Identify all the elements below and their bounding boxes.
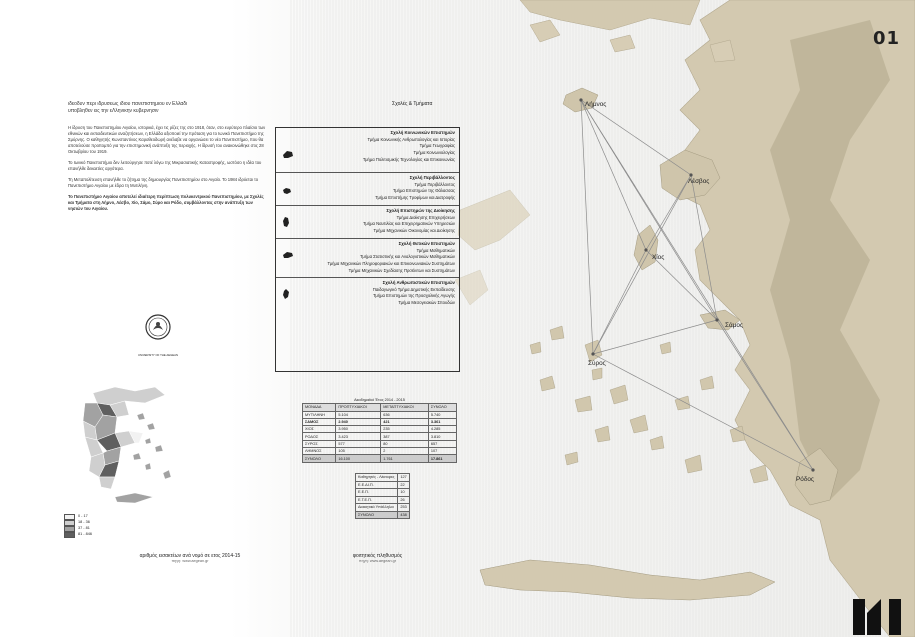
left-caption-source: πηγη: www.aegean.gr [171, 559, 209, 563]
table-row: ΛΗΜΝΟΣ 105 2 107 [303, 448, 457, 455]
intro-paragraph: Το Πανεπιστήμιο Αιγαίου αποτελεί ιδιαίτερη περίπτωση πολυκεντρικού Πανεπιστημίου, με Σχολές και Τμήματα στη Λήμνο, Λέσβο, Χίο, Σάμο, Σύρο και Ρόδο, συμβάλλοντας στην ανάπτυξη των νησιών του Αιγαίου. [68, 194, 264, 211]
chios-icon [282, 216, 290, 228]
rhodes-icon [282, 288, 290, 300]
intro-heading-line2: υποβληθεν εις την εΛληνικην κυβερνησιν [68, 108, 159, 114]
right-caption [330, 553, 425, 563]
university-logo [138, 312, 182, 357]
school-block: Σχολή Κοινωνικών Επιστημών Τμήμα Κοινωνικής Ανθρωπολογίας και Ιστορίας Τμήμα Γεωγραφίας Τμήμα Κοινωνιολογίας Τμήμα Πολιτισμικής Τεχνολογίας και Επικοινωνίας [276, 128, 459, 173]
lesvos-icon [282, 150, 294, 159]
table-row: Καθηγητές - Λέκτορες 127 [356, 474, 410, 482]
city-label-lesvos: Λέσβος [688, 178, 710, 185]
school-block: Σχολή Θετικών Επιστημών Τμήμα Μαθηματικών Τμήμα Στατιστικής και Αναλογιστικών Μαθηματικών Τμήμα Μηχανικών Πληροφοριακών και Επικοινωνιακών Συστημάτων Τμήμα Μηχανικών Σχεδίασης Προϊόντων και Συστημάτων [276, 239, 459, 278]
greece-choropleth-map [55, 385, 185, 510]
intro-heading-line1: ιδεοδυν περι ιδρυσεως ιδιου πανεπιστημιου εν Ελλαδι [68, 101, 188, 107]
left-caption-title: αριθμός εισακτέων ανά νομό σε ετος 2014-15 [139, 553, 241, 559]
right-caption-title: φοιτητικός πληθυσμός [352, 553, 403, 559]
table-header: ΣΥΝΟΛΟ [428, 404, 456, 411]
city-label-chios: Χίος [652, 254, 665, 261]
page-number: 01 [873, 28, 901, 49]
legend-item: 37 - 81 [64, 526, 92, 532]
city-label-syros: Σύρος [588, 360, 606, 367]
legend-item: 81 - 846 [64, 532, 92, 538]
table-row: ΧΙΟΣ 3.950 235 4.285 [303, 426, 457, 433]
table-row: ΡΟΔΟΣ 3.423 387 3.810 [303, 433, 457, 440]
table-header: ΠΡΟΠΤΥΧΙΑΚΟΙ [336, 404, 381, 411]
table-row: ΣΥΝΟΛΟ 438 [356, 511, 410, 519]
school-block: Σχολή Ανθρωπιστικών Επιστημών Παιδαγωγικό Τμήμα Δημοτικής Εκπαίδευσης Τμήμα Επιστημών της Προσχολικής Αγωγής Τμήμα Μεσογειακών Σπουδών [276, 278, 459, 316]
table-row: Διοικητικό Υπάλληλοι 253 [356, 504, 410, 512]
map-legend [64, 514, 92, 538]
intro-paragraph: Η ίδρυση του Πανεπιστημίου Αιγαίου, ιστορικά, έχει τις ρίζες της στο 1918, όταν, στο ευρύτερο πλαίσιο των εθνικών και εκπαιδευτικών αναζητήσεων, η Ελλάδα αξιοποιεί την πρόταση για το Ιωνικό Πανεπιστήμιο της Σμύρνης. Ο καθηγητής Κωνσταντίνος Καραθεοδωρή ανέλαβε να οργανώσει το νέο Πανεπιστήμιο, που θα αποτελούσε προπομπό για την επιστημονική ανάπτυξη της περιοχής. Η ίδρυσή του ανακοινώθηκε στις 28 Οκτωβρίου του 1919. [68, 125, 266, 154]
student-population-table [302, 397, 457, 463]
corner-bars-graphic [853, 599, 909, 635]
legend-item: 0 - 17 [64, 514, 92, 520]
table-row: ΣΥΡΟΣ 577 80 657 [303, 440, 457, 447]
university-seal-icon [142, 312, 174, 348]
intro-paragraph: Το Ιωνικό Πανεπιστήμιο δεν λειτούργησε ποτέ λόγω της Μικρασιατικής Καταστροφής, ωστόσο η ιδέα του επανήλθε δεκαετίες αργότερα. [68, 160, 262, 171]
intro-text [68, 101, 266, 217]
right-caption-source: πηγη: www.aegean.gr [358, 559, 397, 563]
table-caption: Ακαδημαϊκό Έτος 2014 - 2015 [354, 398, 405, 403]
table-row: Ε.Ε.ΔΙ.Π. 22 [356, 481, 410, 489]
table-header: ΜΕΤΑΠΤΥΧΙΑΚΟΙ [381, 404, 429, 411]
intro-paragraph: Τη Μεταπολίτευση επανήλθε το ζήτημα της δημιουργίας Πανεπιστημίου στο Αιγαίο. Το 1984 ιδρύεται το Πανεπιστήμιο Αιγαίου με έδρα τη Μυτιλήνη. [68, 177, 259, 188]
city-label-samos: Σάμος [725, 322, 743, 329]
schools-title: Σχολές & Τμήματα [392, 101, 433, 107]
city-label-limnos: Λήμνος [585, 101, 607, 108]
table-row: Ε.Ε.Π. 10 [356, 489, 410, 497]
table-row: ΜΥΤΙΛΗΝΗ 5.104 636 5.740 [303, 411, 457, 418]
table-row: ΣΥΝΟΛΟ 16.100 1.761 17.861 [303, 455, 457, 462]
table-row: ΣΑΜΟΣ 2.940 421 3.361 [303, 418, 457, 425]
left-caption [120, 553, 260, 563]
city-label-rodos: Ρόδος [796, 476, 815, 483]
school-block: Σχολή Επιστημών της Διοίκησης Τμήμα Διοίκησης Επιχειρήσεων Τμήμα Ναυτιλίας και Επιχειρηματικών Υπηρεσιών Τμήμα Μηχανικών Οικονομίας και Διοίκησης [276, 206, 459, 239]
school-block: Σχολή Περιβάλλοντος Τμήμα Περιβάλλοντος Τμήμα Επιστημών της Θάλασσας Τμήμα Επιστήμης Τροφίμων και Διατροφής [276, 173, 459, 206]
limnos-icon [282, 187, 292, 195]
samos-icon [282, 251, 294, 259]
table-header: ΜΟΝΑΔΑ [303, 404, 336, 411]
schools-list [275, 127, 460, 372]
staff-table [355, 473, 410, 519]
logo-caption: UNIVERSITY OF THE AEGEAN [138, 353, 178, 357]
legend-item: 18 - 36 [64, 520, 92, 526]
table-row: Ε.Τ.Ε.Π. 26 [356, 496, 410, 504]
